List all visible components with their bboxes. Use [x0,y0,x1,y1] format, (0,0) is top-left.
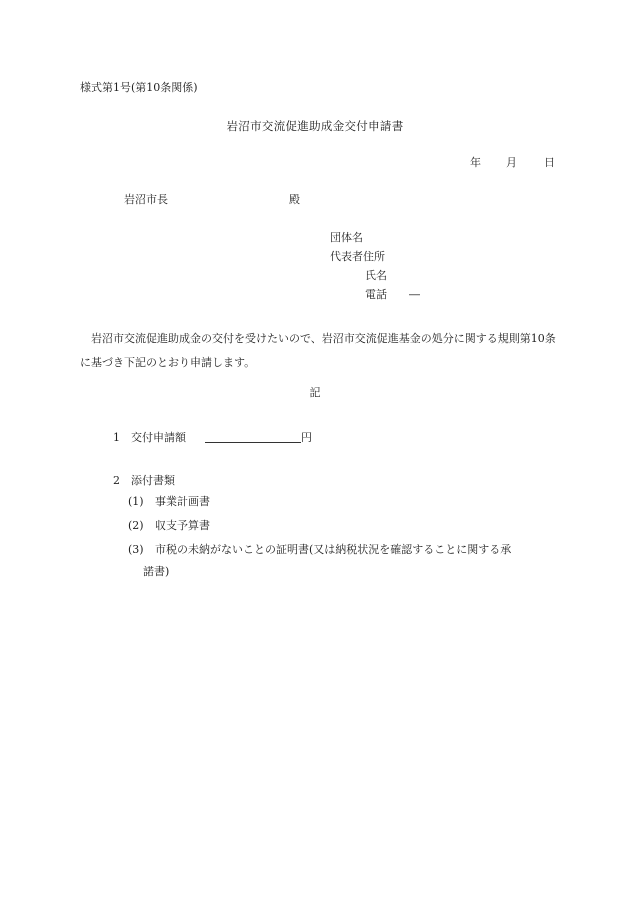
application-body-text: 岩沼市交流促進助成金の交付を受けたいので、岩沼市交流促進基金の処分に関する規則第10条に基づき下記のとおり申請します。 [80,332,556,369]
attachment-text: 市税の未納がないことの証明書(又は納税状況を確認することに関する承 [155,543,512,556]
date-day-label: 日 [544,156,555,169]
attachment-text-continued: 諾書) [143,565,170,578]
item1-number: 1 [113,431,120,444]
amount-blank-line [205,431,301,443]
attachment-number: (3) [128,543,144,556]
attachment-number: (2) [128,519,144,532]
item2-label: 添付書類 [131,474,175,487]
document-title: 岩沼市交流促進助成金交付申請書 [226,119,404,133]
item-attachments [113,475,175,486]
addressee: 岩沼市長 [124,193,168,206]
amount-unit: 円 [301,431,312,444]
item-grant-amount [113,431,312,443]
rep-address-label: 代表者住所 [330,250,385,263]
date-year-label: 年 [470,156,481,169]
form-number: 様式第1号(第10条関係) [80,81,198,94]
rep-name-label: 氏名 [365,269,387,282]
date-month-label: 月 [506,156,517,169]
item1-label: 交付申請額 [131,431,186,444]
org-name-label: 団体名 [330,231,363,244]
attachment-text: 事業計画書 [155,495,210,508]
date-line [470,157,555,168]
honorific: 殿 [289,193,300,206]
attachment-number: (1) [128,495,144,508]
attachment-item [128,496,210,507]
item2-number: 2 [113,474,120,487]
phone-dash: ― [409,288,420,301]
attachment-item [128,520,210,531]
ki-heading: 記 [309,386,321,399]
phone-label: 電話 [365,288,387,301]
attachment-text: 収支予算書 [155,519,210,532]
attachment-item [128,544,511,555]
applicant-block [330,232,420,308]
